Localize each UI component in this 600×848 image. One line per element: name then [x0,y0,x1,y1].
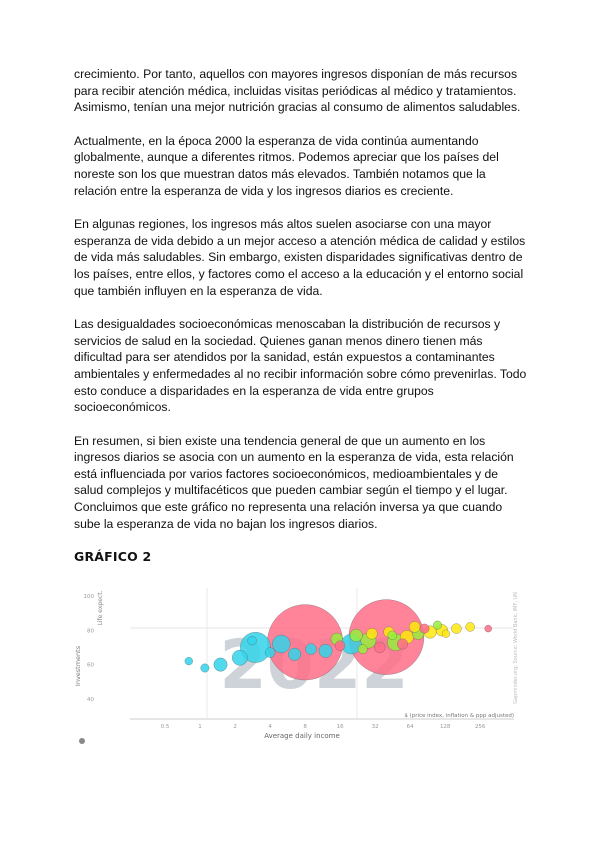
source-note: Gapminder.org; Source: World Bank, IMF, UN [513,592,519,704]
country-bubble[interactable] [451,624,461,634]
country-bubble[interactable] [433,621,441,629]
country-bubble[interactable] [358,644,367,653]
country-bubble[interactable] [201,664,209,672]
country-bubble[interactable] [272,635,290,653]
y-axis-secondary-label: Life expect. [97,590,104,626]
paragraph-5: En resumen, si bien existe una tendencia general de que un aumento en los ingresos diarios se asocia con un aumento en la esperanza de vida, esta relación está influenciada por varios factores socioeconómicos, medioambientales y de salud complejos y multifacéticos que pueden cambiar según el tiempo y el lugar. Concluimos que este gráfico no representa una relación inversa ya que cuando sube la esperanza de vida no bajan los ingresos diarios. [74,433,514,531]
paragraph-3: En algunas regiones, los ingresos más altos suelen asociarse con una mayor esperanza de vida debido a un mejor acceso a atención médica de calidad y estilos de vida más saludables. Sin embargo, existen disparidades significativas dentro de los países, entre ellos, y factores como el acceso a la educación y el entorno social que también influyen en la esperanza de vida. [74,217,526,298]
country-bubble[interactable] [374,642,385,653]
chart-container [74,588,530,748]
paragraph-4: Las desigualdades socioeconómicas menoscaban la distribución de recursos y servicios de salud en la sociedad. Quienes ganan menos dinero tienen más dificultad para ser atendidos por la sanidad, están expuestos a contaminantes ambientales y enfermedades al no recibir información sobre cómo prevenirlas. Todo esto conduce a disparidades en la esperanza de vida entre grupos socioeconómicos. [74,317,527,415]
country-bubble[interactable] [306,644,317,655]
x-tick-label: 16 [336,724,344,730]
x-tick-label: 32 [371,724,379,730]
country-bubble[interactable] [420,624,429,633]
country-bubble[interactable] [185,657,193,665]
y-tick-label: 100 [83,594,94,600]
y-tick-labels [84,594,95,703]
country-bubble[interactable] [485,625,492,632]
country-bubble[interactable] [288,648,301,661]
country-bubble[interactable] [442,630,450,638]
x-tick-label: 64 [406,724,414,730]
country-bubble[interactable] [232,650,247,665]
paragraph-1: crecimiento. Por tanto, aquellos con mayores ingresos disponían de más recursos para recibir atención médica, incluidas visitas periódicas al médico y tratamientos. Asimismo, tenían una mejor nutrición gracias al consumo de alimentos saludables. [74,67,521,115]
country-bubble[interactable] [350,629,363,642]
x-tick-label: 2 [233,724,237,730]
bubble-chart [74,588,530,748]
y-axis-label[interactable]: Investments [74,645,82,687]
play-button-icon[interactable] [79,738,85,744]
chart-heading: GRÁFICO 2 [74,549,152,565]
paragraph-2: Actualmente, en la época 2000 la esperanza de vida continúa aumentando globalmente, aunque a diferentes ritmos. Podemos apreciar que los países del noreste son los que muestran datos más elevados. También notamos que la relación entre la esperanza de vida y los ingresos diarios es creciente. [74,133,499,198]
x-tick-label: 8 [303,724,307,730]
country-bubble[interactable] [366,628,377,639]
country-bubble[interactable] [466,622,475,631]
y-tick-label: 60 [87,662,94,669]
x-tick-label: 4 [268,724,272,730]
country-bubble[interactable] [397,639,408,650]
x-tick-label: 128 [439,724,451,730]
document-body [74,66,530,574]
country-bubble[interactable] [214,658,227,671]
x-tick-label: 1 [198,724,202,730]
y-tick-label: 80 [87,628,94,635]
x-tick-label: 0.5 [160,724,170,730]
price-note: $ (price index, inflation & ppp adjusted) [404,713,514,719]
country-bubble[interactable] [335,641,345,651]
country-bubble[interactable] [409,621,420,632]
y-tick-label: 40 [87,696,94,703]
x-axis-label[interactable]: Average daily income [264,732,340,740]
country-bubble[interactable] [265,648,275,658]
x-tick-label: 256 [474,724,486,730]
country-bubble[interactable] [248,636,257,645]
country-bubble[interactable] [319,644,332,657]
x-tick-labels [161,724,486,730]
country-bubble[interactable] [388,631,397,640]
